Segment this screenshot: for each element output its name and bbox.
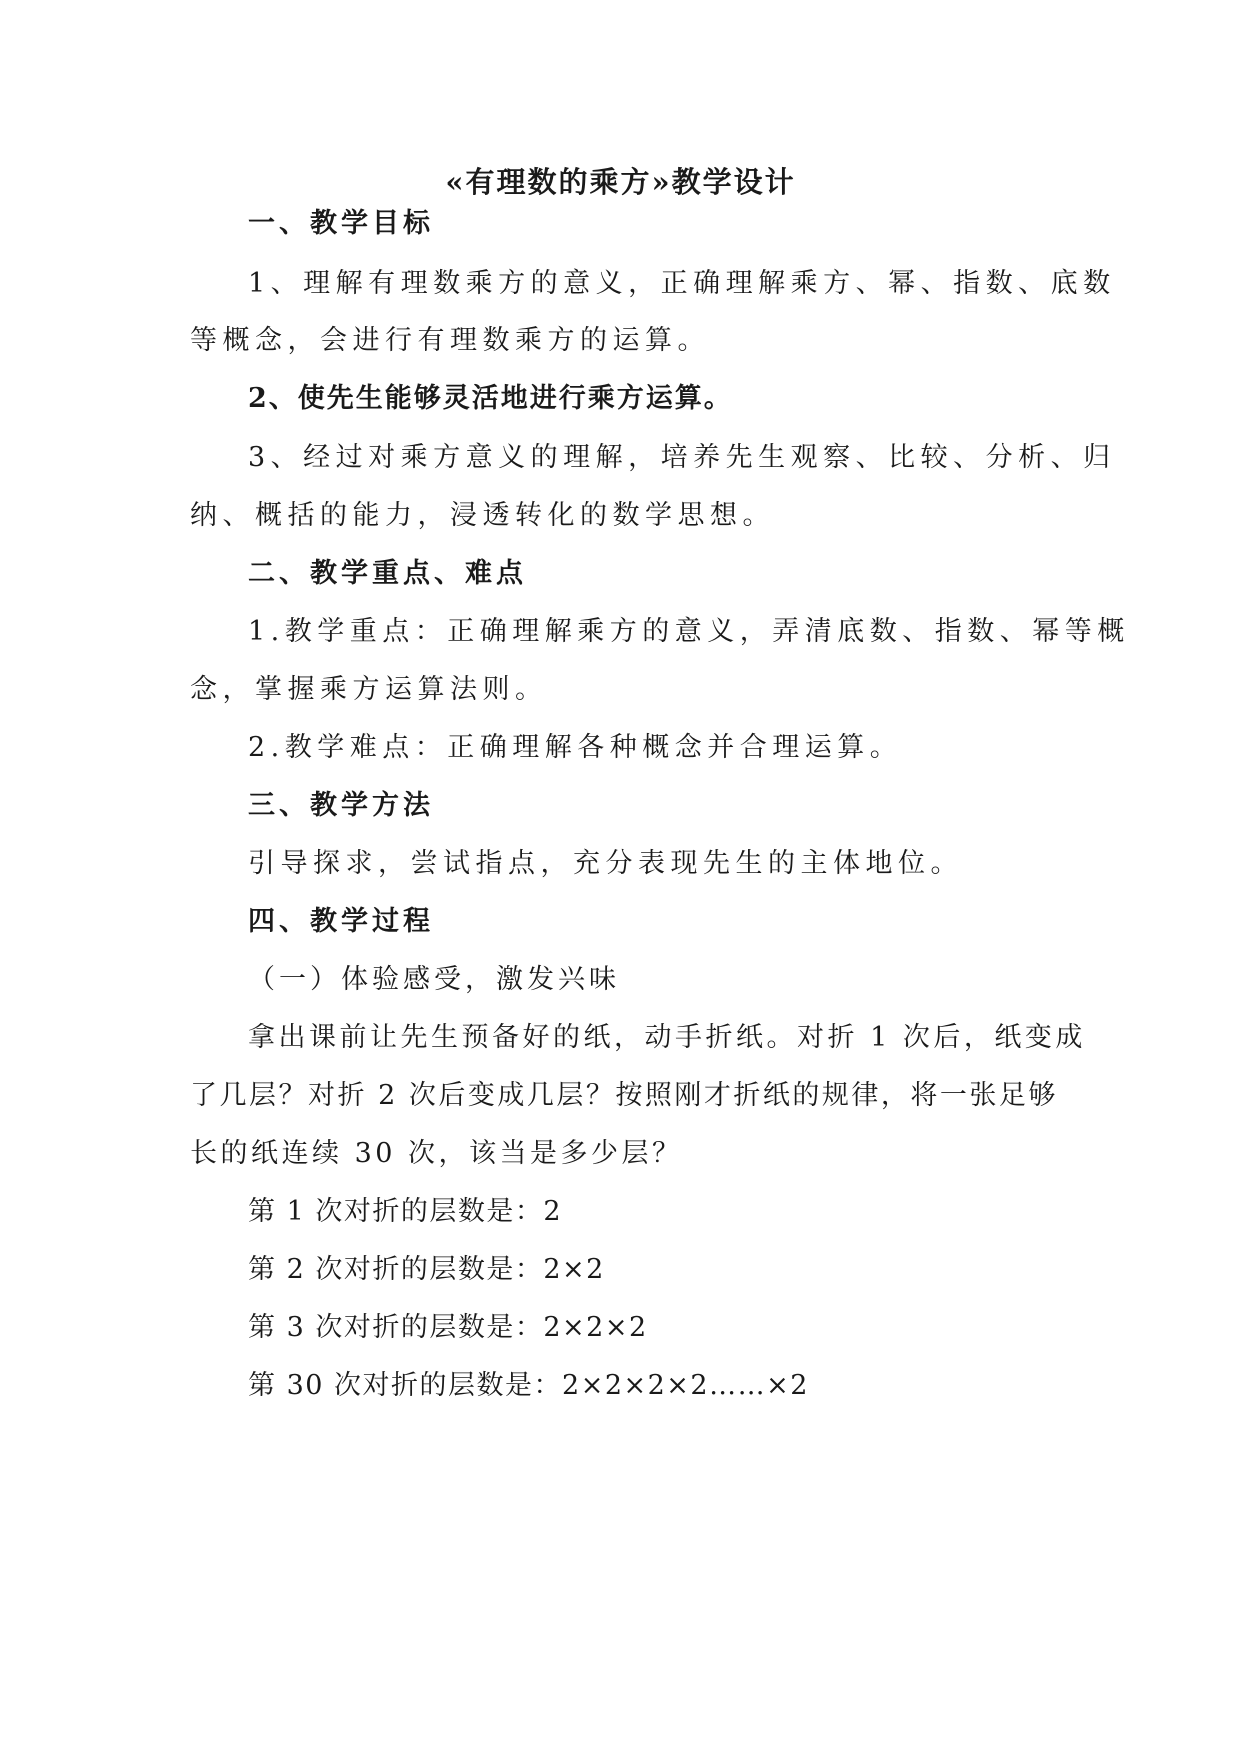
goal-item-1-line-2: 等概念，会进行有理数乘方的运算。	[190, 325, 710, 356]
fold-count-30: 第 30 次对折的层数是：2×2×2×2……×2	[248, 1370, 809, 1401]
section-heading-goals: 一、教学目标	[248, 208, 434, 239]
methods-text: 引导探求，尝试指点，充分表现先生的主体地位。	[248, 848, 963, 879]
process-paragraph-line-2: 了几层？对折 2 次后变成几层？按照刚才折纸的规律，将一张足够	[190, 1080, 1058, 1111]
goal-item-1-line-1: 1、理解有理数乘方的意义，正确理解乘方、幂、指数、底数	[248, 268, 1116, 299]
fold-count-3: 第 3 次对折的层数是：2×2×2	[248, 1312, 648, 1343]
key-point-1-line-1: 1.教学重点：正确理解乘方的意义，弄清底数、指数、幂等概	[248, 616, 1130, 647]
key-point-1-line-2: 念，掌握乘方运算法则。	[190, 674, 548, 705]
section-heading-key-points: 二、教学重点、难点	[248, 558, 527, 589]
key-point-2: 2.教学难点：正确理解各种概念并合理运算。	[248, 732, 903, 763]
section-heading-process: 四、教学过程	[248, 906, 434, 937]
process-paragraph-line-3: 长的纸连续 30 次，该当是多少层？	[190, 1138, 683, 1169]
process-paragraph-line-1: 拿出课前让先生预备好的纸，动手折纸。对折 1 次后，纸变成	[248, 1022, 1086, 1053]
process-subheading-1: （一）体验感受，激发兴味	[248, 964, 620, 995]
fold-count-1: 第 1 次对折的层数是：2	[248, 1196, 563, 1227]
goal-item-3-line-1: 3、经过对乘方意义的理解，培养先生观察、比较、分析、归	[248, 442, 1116, 473]
fold-count-2: 第 2 次对折的层数是：2×2	[248, 1254, 605, 1285]
goal-item-2: 2、使先生能够灵活地进行乘方运算。	[248, 383, 733, 414]
section-heading-methods: 三、教学方法	[248, 790, 434, 821]
goal-item-3-line-2: 纳、概括的能力，浸透转化的数学思想。	[190, 500, 775, 531]
document-title: «有理数的乘方»教学设计	[445, 165, 796, 199]
